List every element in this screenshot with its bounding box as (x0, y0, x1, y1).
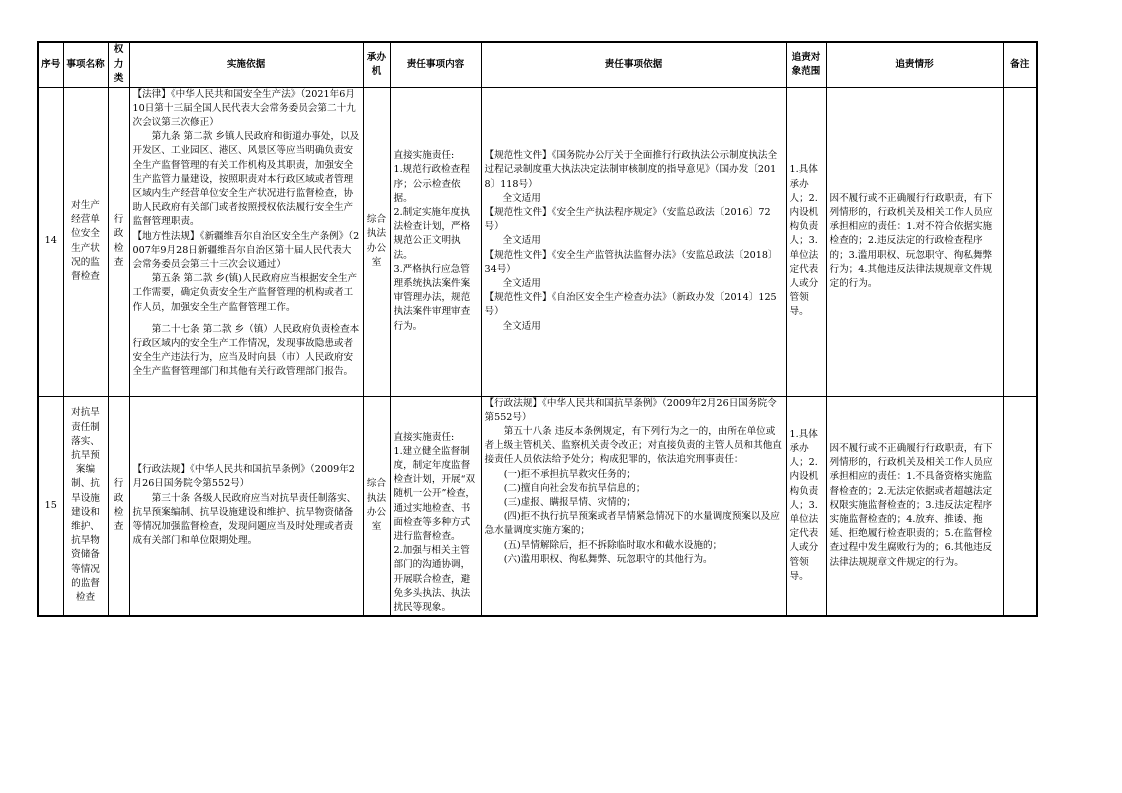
header-row (38, 42, 1037, 87)
duty-basis-line: 【规范性文件】《安全生产监管执法监督办法》（安监总政法〔2018〕34号） (484, 249, 778, 275)
duty-content-line: 直接实施责任: (393, 431, 455, 443)
basis-para: 第二十七条 第二款 乡（镇）人民政府负责检查本行政区域内的安全生产工作情况，发现事故隐患或者安全生产违法行为，应当及时向县（市）人民政府安全生产监督管理部门和其他有关行政管理部门报告。 (132, 323, 360, 378)
duty-basis-line: 【规范性文件】《国务院办公厅关于全面推行行政执法公示制度执法全过程记录制度重大执法决定法制审核制度的指导意见》（国办发〔2018〕118号） (484, 150, 778, 190)
duty-content-line: 3.严格执行应急管理系统执法案件案审管理办法，规范执法案件审理审查行为。 (393, 263, 471, 332)
duty-content-line: 1.规范行政检查程序；公示检查依据。 (393, 164, 470, 204)
basis-para: 第五条 第二款 乡(镇)人民政府应当根据安全生产工作需要，确定负责安全生产监督管理的机构或者工作人员，加强安全生产监督管理工作。 (132, 273, 358, 313)
duty-basis-line: (二)擅自向社会发布抗旱信息的； (503, 482, 646, 494)
table-row (38, 396, 1037, 616)
duty-basis-line: 全文适用 (502, 192, 541, 204)
duty-basis-line: 【行政法规】《中华人民共和国抗旱条例》（2009年2月26日国务院令第552号） (484, 397, 777, 423)
row-seq: 15 (38, 396, 63, 616)
row-basis (129, 87, 363, 396)
row-item-name: 对抗旱责任制落实、抗旱预案编制、抗旱设施建设和维护、抗旱物资储备等情况的监督检查 (63, 396, 108, 616)
row-target: 1.具体承办人；2.内设机构负责人；3.单位法定代表人或分管领导。 (786, 396, 826, 616)
duty-basis-line: 【规范性文件】《安全生产执法程序规定》（安监总政法〔2016〕72号） (484, 206, 771, 233)
duty-basis-line: (一)拒不承担抗旱救灾任务的； (503, 468, 636, 480)
row-dept: 综合执法办公室 (363, 87, 390, 396)
basis-para: 【地方性法规】《新疆维吾尔自治区安全生产条例》（2007年9月28日新疆维吾尔自治区第十届人民代表大会常务委员会第三十三次会议通过） (132, 230, 360, 270)
row-duty-content (390, 396, 481, 616)
row-situation: 因不履行或不正确履行行政职责，有下列情形的，行政机关及相关工作人员应承担相应的责任：1.不具备资格实施监督检查的；2.无法定依据或者超越法定权限实施监督检查的；3.违反法定程序实施监督检查的；4.放弃、推诿、拖延、拒绝履行检查职责的；5.在监督检查过程中发生腐败行为的；6.其他违反法律法规规章文件规定的行为。 (826, 396, 1003, 616)
row-seq: 14 (38, 87, 63, 396)
duty-basis-line: (四)拒不执行抗旱预案或者旱情紧急情况下的水量调度预案以及应急水量调度实施方案的； (484, 511, 780, 537)
basis-para: 第九条 第二款 乡镇人民政府和街道办事处，以及开发区、工业园区、港区、风景区等应当明确负责安全生产监督管理的有关工作机构及其职责，加强安全生产监管力量建设，按照职责对本行政区域或者管理区域内生产经营单位安全生产状况进行监督检查，协助人民政府有关部门或者按照授权依法履行安全生产监督管理职责。 (132, 131, 360, 228)
duty-basis-line: (三)虚报、瞒报旱情、灾情的； (503, 496, 636, 508)
basis-para: 第三十条 各级人民政府应当对抗旱责任制落实、抗旱预案编制、抗旱设施建设和维护、抗旱物资储备等情况加强监督检查，发现问题应当及时处理或者责成有关部门和单位限期处理。 (132, 492, 357, 547)
duty-basis-line: (六)滥用职权、徇私舞弊、玩忽职守的其他行为。 (503, 553, 713, 565)
row-situation: 因不履行或不正确履行行政职责，有下列情形的，行政机关及相关工作人员应承担相应的责任：1.对不符合依据实施检查的；2.违反法定的行政检查程序的；3.滥用职权、玩忽职守、徇私舞弊行为；4.其他违反法律法规规章文件规定的行为。 (826, 87, 1003, 396)
basis-para: 【行政法规】《中华人民共和国抗旱条例》（2009年2月26日国务院令第552号） (132, 464, 355, 490)
header-item-name: 事项名称 (63, 42, 108, 87)
duty-basis-line: 【规范性文件】《自治区安全生产检查办法》（新政办发〔2014〕125号） (484, 292, 777, 318)
duty-basis-line: 全文适用 (502, 320, 541, 332)
row-power-type: 行政检查 (108, 87, 129, 396)
header-seq: 序号 (38, 42, 63, 87)
header-situation: 追责情形 (826, 42, 1003, 87)
duty-basis-line: 全文适用 (502, 235, 541, 247)
duty-content-line: 直接实施责任: (393, 150, 455, 162)
header-duty-content: 责任事项内容 (390, 42, 481, 87)
duty-basis-line: 全文适用 (502, 278, 541, 289)
header-target: 追责对象范围 (786, 42, 826, 87)
header-duty-basis: 责任事项依据 (481, 42, 786, 87)
header-power-type: 权力类 (108, 42, 129, 87)
header-dept: 承办机 (363, 42, 390, 87)
row-remark (1003, 396, 1037, 616)
row-target: 1.具体承办人；2.内设机构负责人；3.单位法定代表人或分管领导。 (786, 87, 826, 396)
duty-content-line: 2.加强与相关主管部门的沟通协调，开展联合检查，避免多头执法、执法扰民等现象。 (393, 545, 471, 613)
row-dept: 综合执法办公室 (363, 396, 390, 616)
row-basis (129, 396, 363, 616)
header-basis: 实施依据 (129, 42, 363, 87)
row-remark (1003, 87, 1037, 396)
duty-content-line: 2.制定实施年度执法检查计划，严格规范公正文明执法。 (393, 206, 471, 261)
row-power-type: 行政检查 (108, 396, 129, 616)
responsibility-table (37, 41, 1038, 617)
duty-content-line: 1.建立健全监督制度，制定年度监督检查计划，开展“双随机一公开”检查，通过实地检查、书面检查等多种方式进行监督检查。 (393, 445, 476, 542)
row-duty-basis (481, 396, 786, 616)
row-duty-basis (481, 87, 786, 396)
row-duty-content (390, 87, 481, 396)
basis-para: 【法律】《中华人民共和国安全生产法》（2021年6月10日第十三届全国人民代表大会常务委员会第二十九次会议第三次修正） (132, 88, 356, 128)
duty-basis-line: 第五十八条 违反本条例规定，有下列行为之一的，由所在单位或者上级主管机关、监察机关责令改正；对直接负责的主管人员和其他直接责任人员依法给予处分；构成犯罪的，依法追究刑事责任： (484, 425, 782, 466)
table-row (38, 87, 1037, 396)
duty-basis-line: (五)旱情解除后，拒不拆除临时取水和截水设施的； (503, 539, 723, 551)
row-item-name: 对生产经营单位安全生产状况的监督检查 (63, 87, 108, 396)
header-remark: 备注 (1003, 42, 1037, 87)
